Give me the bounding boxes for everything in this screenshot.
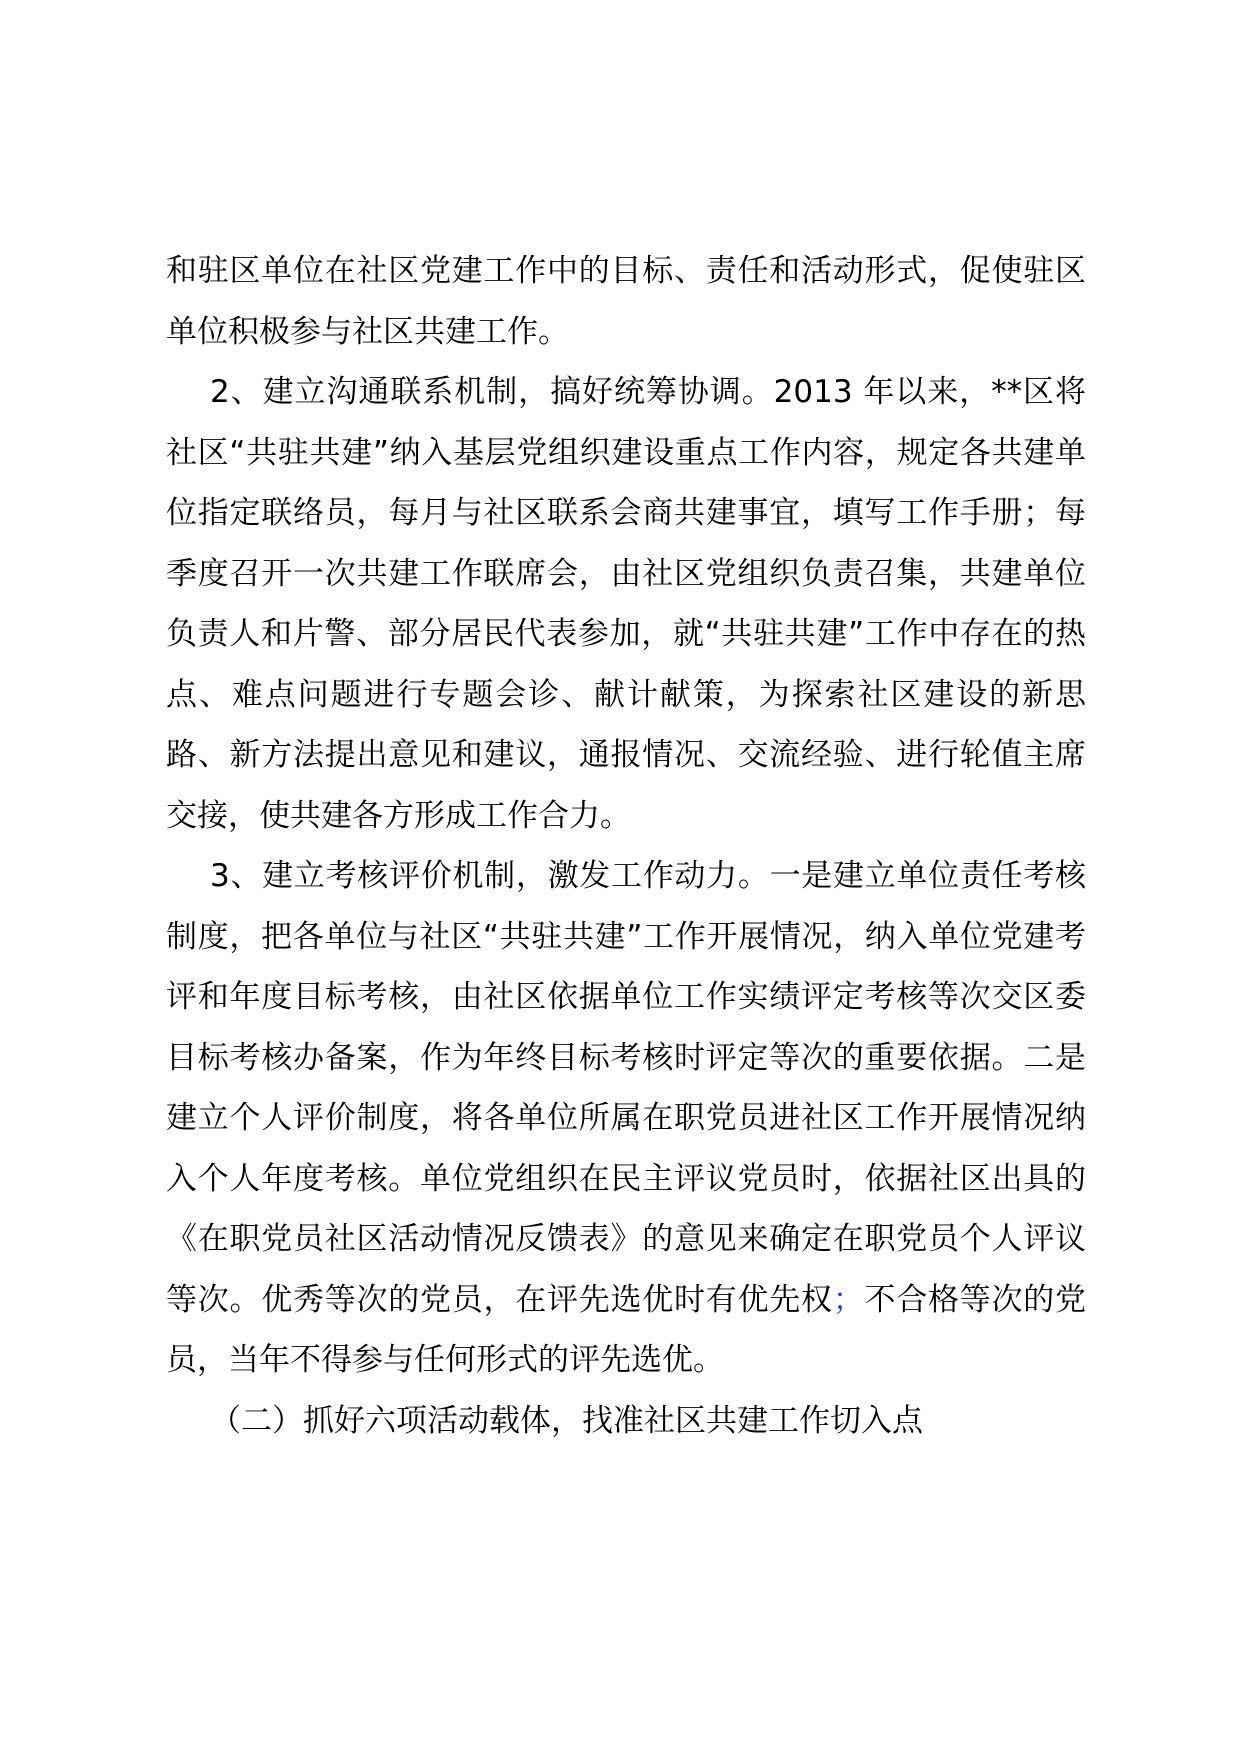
section-heading-six-activities: （二）抓好六项活动载体，找准社区共建工作切入点 (210, 1402, 923, 1439)
paragraph-evaluation-text-after: 不合格等次的党员，当年不得参与任何形式的评先选优。 (166, 1281, 1086, 1378)
paragraph-communication-mechanism: 2、建立沟通联系机制，搞好统筹协调。2013 年以来，**区将社区“共驻共建”纳入基层党组织建设重点工作内容，规定各共建单位指定联络员，每月与社区联系会商共建事宜，填写工作手册；每季度召开一次共建工作联席会，由社区党组织负责召集，共建单位负责人和片警、部分居民代表参加，就“共驻共建”工作中存在的热点、难点问题进行专题会诊、献计献策，为探索社区建设的新思路、新方法提出意见和建议，通报情况、交流经验、进行轮值主席交接，使共建各方形成工作合力。 (166, 374, 1086, 834)
highlighted-semicolon: ； (832, 1281, 864, 1318)
paragraph-evaluation-mechanism (166, 846, 1086, 1391)
document-body (166, 241, 1086, 1451)
paragraph-continuation: 和驻区单位在社区党建工作中的目标、责任和活动形式，促使驻区单位积极参与社区共建工作。 (166, 253, 1086, 350)
paragraph-evaluation-text-before: 3、建立考核评价机制，激发工作动力。一是建立单位责任考核制度，把各单位与社区“共驻共建”工作开展情况，纳入单位党建考评和年度目标考核，由社区依据单位工作实绩评定考核等次交区委目标考核办备案，作为年终目标考核时评定等次的重要依据。二是建立个人评价制度，将各单位所属在职党员进社区工作开展情况纳入个人年度考核。单位党组织在民主评议党员时，依据社区出具的《在职党员社区活动情况反馈表》的意见来确定在职党员个人评议等次。优秀等次的党员，在评先选优时有优先权 (166, 858, 1086, 1318)
